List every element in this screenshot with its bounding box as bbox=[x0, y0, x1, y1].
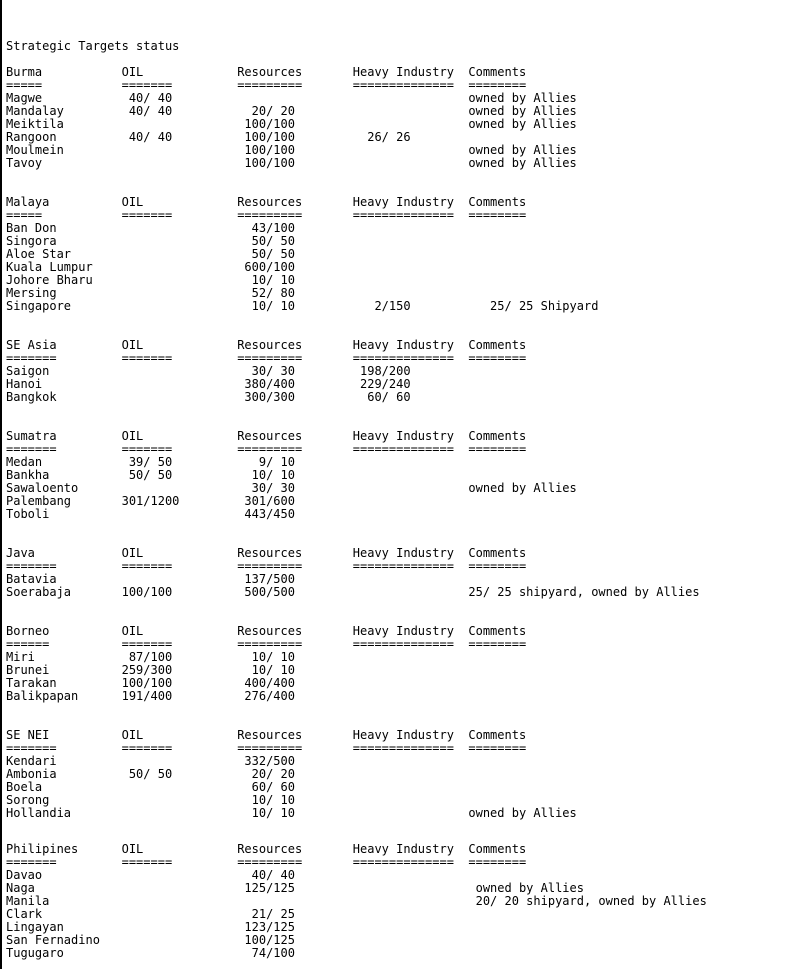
region-header: Philipines OIL Resources Heavy Industry Comments bbox=[6, 842, 527, 856]
target-row: Rangoon 40/ 40 100/100 26/ 26 bbox=[6, 130, 411, 144]
region-header: Java OIL Resources Heavy Industry Comments bbox=[6, 546, 527, 560]
target-row: Saigon 30/ 30 198/200 bbox=[6, 364, 411, 378]
target-row: Miri 87/100 10/ 10 bbox=[6, 650, 295, 664]
target-row: Meiktila 100/100 owned by Allies bbox=[6, 117, 577, 131]
region-separator: ===== ======= ========= ============== ======== bbox=[6, 78, 527, 92]
region-header: Burma OIL Resources Heavy Industry Comments bbox=[6, 65, 527, 79]
region-header: SE Asia OIL Resources Heavy Industry Comments bbox=[6, 338, 527, 352]
target-row: Tavoy 100/100 owned by Allies bbox=[6, 156, 577, 170]
target-row: San Fernadino 100/125 bbox=[6, 933, 295, 947]
target-row: Hanoi 380/400 229/240 bbox=[6, 377, 411, 391]
target-row: Tarakan 100/100 400/400 bbox=[6, 676, 295, 690]
target-row: Mandalay 40/ 40 20/ 20 owned by Allies bbox=[6, 104, 577, 118]
target-row: Bangkok 300/300 60/ 60 bbox=[6, 390, 411, 404]
target-row: Kendari 332/500 bbox=[6, 754, 295, 768]
target-row: Hollandia 10/ 10 owned by Allies bbox=[6, 806, 577, 820]
target-row: Moulmein 100/100 owned by Allies bbox=[6, 143, 577, 157]
target-row: Lingayan 123/125 bbox=[6, 920, 295, 934]
target-row: Kuala Lumpur 600/100 bbox=[6, 260, 295, 274]
target-row: Boela 60/ 60 bbox=[6, 780, 295, 794]
target-row: Medan 39/ 50 9/ 10 bbox=[6, 455, 295, 469]
target-row: Johore Bharu 10/ 10 bbox=[6, 273, 295, 287]
target-row: Palembang 301/1200 301/600 bbox=[6, 494, 295, 508]
target-row: Manila 20/ 20 shipyard, owned by Allies bbox=[6, 894, 707, 908]
target-row: Naga 125/125 owned by Allies bbox=[6, 881, 584, 895]
target-row: Davao 40/ 40 bbox=[6, 868, 295, 882]
target-row: Singapore 10/ 10 2/150 25/ 25 Shipyard bbox=[6, 299, 599, 313]
region-header: Malaya OIL Resources Heavy Industry Comments bbox=[6, 195, 527, 209]
target-row: Soerabaja 100/100 500/500 25/ 25 shipyard, owned by Allies bbox=[6, 585, 700, 599]
page-title: Strategic Targets status bbox=[6, 39, 180, 53]
target-row: Mersing 52/ 80 bbox=[6, 286, 295, 300]
region-header: Borneo OIL Resources Heavy Industry Comments bbox=[6, 624, 527, 638]
target-row: Bankha 50/ 50 10/ 10 bbox=[6, 468, 295, 482]
region-separator: ======= ======= ========= ============== ======== bbox=[6, 442, 527, 456]
target-row: Magwe 40/ 40 owned by Allies bbox=[6, 91, 577, 105]
target-row: Batavia 137/500 bbox=[6, 572, 295, 586]
region-separator: ====== ======= ========= ============== ======== bbox=[6, 637, 527, 651]
target-row: Ambonia 50/ 50 20/ 20 bbox=[6, 767, 295, 781]
region-separator: ======= ======= ========= ============== ======== bbox=[6, 559, 527, 573]
target-row: Toboli 443/450 bbox=[6, 507, 295, 521]
region-separator: ======= ======= ========= ============== ======== bbox=[6, 855, 527, 869]
target-row: Aloe Star 50/ 50 bbox=[6, 247, 295, 261]
target-row: Sorong 10/ 10 bbox=[6, 793, 295, 807]
target-row: Balikpapan 191/400 276/400 bbox=[6, 689, 295, 703]
target-row: Singora 50/ 50 bbox=[6, 234, 295, 248]
region-header: SE NEI OIL Resources Heavy Industry Comments bbox=[6, 728, 527, 742]
region-header: Sumatra OIL Resources Heavy Industry Comments bbox=[6, 429, 527, 443]
target-row: Ban Don 43/100 bbox=[6, 221, 295, 235]
target-row: Brunei 259/300 10/ 10 bbox=[6, 663, 295, 677]
region-separator: ======= ======= ========= ============== ======== bbox=[6, 741, 527, 755]
target-row: Clark 21/ 25 bbox=[6, 907, 295, 921]
target-row: Sawaloento 30/ 30 owned by Allies bbox=[6, 481, 577, 495]
target-row: Tugugaro 74/100 bbox=[6, 946, 295, 960]
region-separator: ===== ======= ========= ============== ======== bbox=[6, 208, 527, 222]
region-separator: ======= ======= ========= ============== ======== bbox=[6, 351, 527, 365]
